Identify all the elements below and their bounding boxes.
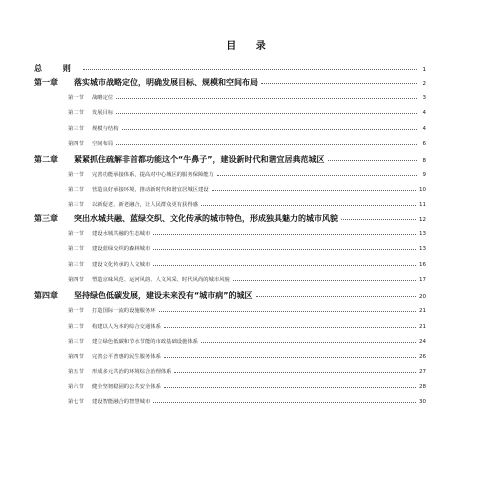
entry-number: 第六节 [68,384,84,390]
entry-page: 3 [422,95,426,101]
entry-number: 第一章 [34,78,58,87]
entry-page: 20 [419,294,426,300]
toc-entry[interactable] [68,170,426,178]
entry-number: 第四节 [68,141,84,147]
entry-page: 1 [422,67,426,73]
entry-text: 空间布局 [92,141,114,147]
dot-leader [201,205,416,206]
entry-page: 6 [422,141,426,147]
dot-leader [153,234,416,235]
toc-entry[interactable] [34,213,426,224]
dot-leader [256,296,416,297]
toc-entry[interactable] [68,275,426,283]
entry-text: 以新促老、新老融合，让人民群众更有获得感 [92,202,198,208]
entry-text: 打造国际一流的设施服务环 [92,308,156,314]
entry-number: 第二节 [68,246,84,252]
toc-entry[interactable] [68,200,426,208]
dot-leader [153,249,416,250]
toc-entry[interactable] [68,367,426,375]
entry-number: 总 则 [34,64,80,73]
entry-text: 塑造京味风范、运河风韵、人文风采、时代风尚的城市风貌 [92,277,230,283]
entry-page: 16 [419,262,426,268]
dot-leader [201,342,416,343]
entry-text: 落实城市战略定位，明确发展目标、规模和空间布局 [74,78,258,87]
entry-text: 坚持绿色低碳发展，建设未来没有“城市病”的城区 [74,291,253,300]
dot-leader [83,69,417,70]
entry-text: 建设水城共融的生态城市 [92,231,151,237]
dot-leader [174,372,416,373]
entry-text: 健全坚韧稳固的公共安全体系 [92,384,161,390]
entry-number: 第一节 [68,231,84,237]
entry-text: 建设文化传承的人文城市 [92,262,151,268]
dot-leader [116,113,417,114]
dot-leader [212,190,416,191]
toc-entry[interactable] [68,352,426,360]
dot-leader [217,175,417,176]
entry-text: 规模与结构 [92,126,119,132]
toc-entry[interactable] [68,260,426,268]
dot-leader [164,357,416,358]
dot-leader [341,219,416,220]
toc-entry[interactable] [68,108,426,116]
entry-text: 建设蓝绿交织的森林城市 [92,246,151,252]
entry-text: 完善功能承接体系，提高对中心城区的服务保障能力 [92,172,214,178]
toc-entry[interactable] [68,124,426,132]
entry-page: 4 [422,126,426,132]
toc-entry[interactable] [68,244,426,252]
toc-entry[interactable] [68,139,426,147]
entry-number: 第三节 [68,202,84,208]
entry-number: 第一节 [68,308,84,314]
entry-number: 第一节 [68,172,84,178]
toc-entry[interactable] [68,322,426,330]
dot-leader [164,327,416,328]
entry-page: 21 [419,324,426,330]
entry-number: 第三章 [34,214,58,223]
entry-number: 第二节 [68,187,84,193]
entry-number: 第二节 [68,324,84,330]
entry-page: 8 [422,158,426,164]
toc-entry[interactable] [68,93,426,101]
entry-text: 紧紧抓住疏解非首都功能这个“牛鼻子”，建设新时代和谐宜居典范城区 [74,155,325,164]
entry-text: 构建以人为本的综合交通体系 [92,324,161,330]
entry-page: 17 [419,277,426,283]
toc-entry[interactable] [68,382,426,390]
toc-entry[interactable] [68,185,426,193]
dot-leader [153,402,416,403]
toc-entry[interactable] [34,154,426,165]
entry-text: 发展目标 [92,110,114,116]
entry-page: 13 [419,231,426,237]
entry-page: 26 [419,354,426,360]
entry-number: 第三节 [68,339,84,345]
entry-text: 建立绿色低碳和节水节能的市政基础设施体系 [92,339,198,345]
entry-page: 27 [419,369,426,375]
entry-number: 第四章 [34,291,58,300]
entry-number: 第四节 [68,277,84,283]
dot-leader [116,144,417,145]
entry-text: 建设智能融合的智慧城市 [92,399,151,405]
entry-page: 21 [419,308,426,314]
dot-leader [164,387,416,388]
entry-page: 11 [419,202,426,208]
entry-text: 完善公平普惠的民生服务体系 [92,354,161,360]
entry-text: 形成多元共治的环境综合治理体系 [92,369,172,375]
entry-page: 9 [422,172,426,178]
entry-text: 营造良好承接环境，推动新时代和谐宜居城区建设 [92,187,209,193]
entry-number: 第五节 [68,369,84,375]
entry-page: 13 [419,246,426,252]
dot-leader [116,98,417,99]
dot-leader [261,83,417,84]
entry-number: 第三节 [68,262,84,268]
entry-page: 2 [422,81,426,87]
toc-entry[interactable] [68,397,426,405]
entry-number: 第二章 [34,155,58,164]
toc-entry[interactable] [34,290,426,301]
toc-entry[interactable] [34,77,426,88]
entry-page: 10 [419,187,426,193]
entry-number: 第一节 [68,95,84,101]
entry-text: 战略定位 [92,95,114,101]
entry-page: 28 [419,384,426,390]
entry-number: 第四节 [68,354,84,360]
toc-entry[interactable] [68,337,426,345]
toc-entry[interactable] [34,63,426,74]
table-of-contents [34,0,426,492]
entry-number: 第三节 [68,126,84,132]
entry-number: 第二节 [68,110,84,116]
entry-text: 突出水城共融、蓝绿交织、文化传承的城市特色，形成独具魅力的城市风貌 [74,214,338,223]
toc-entry[interactable] [68,306,426,314]
toc-title: 目 录 [226,41,274,52]
entry-page: 24 [419,339,426,345]
entry-number: 第七节 [68,399,84,405]
entry-page: 30 [419,399,426,405]
entry-page: 4 [422,110,426,116]
dot-leader [159,311,416,312]
dot-leader [233,280,416,281]
dot-leader [122,129,418,130]
dot-leader [328,160,417,161]
dot-leader [153,265,416,266]
entry-page: 12 [419,217,426,223]
toc-entry[interactable] [68,229,426,237]
